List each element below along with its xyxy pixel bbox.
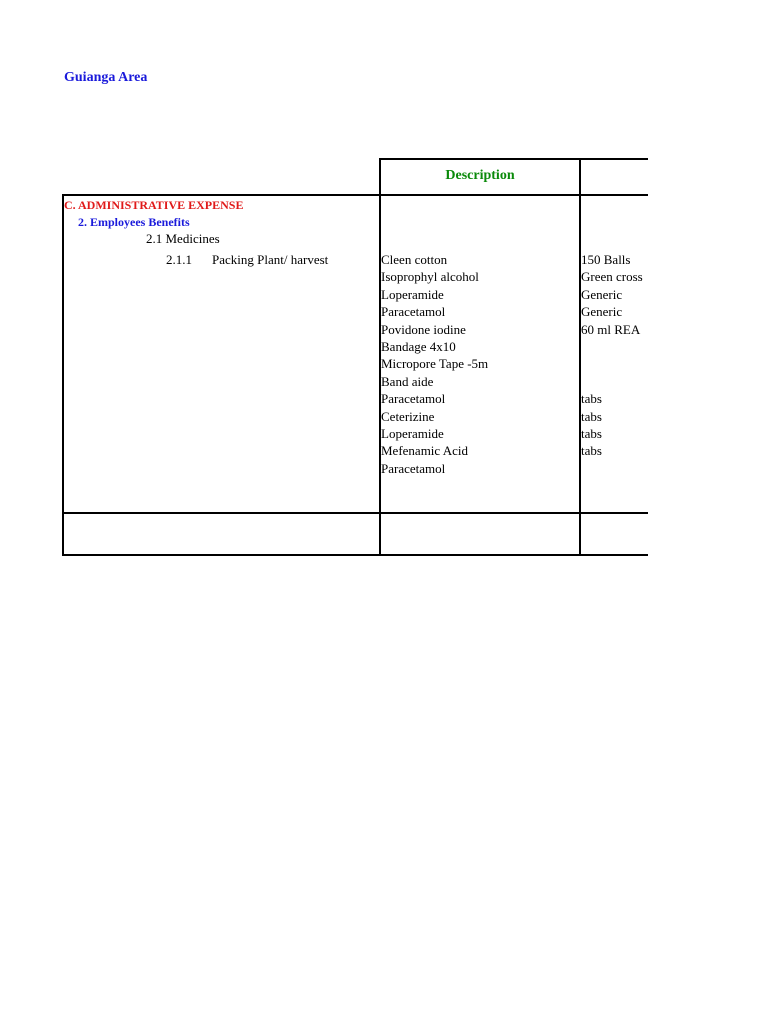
description-cell: Band aide [381,373,434,389]
column-header-description: Description [445,168,515,183]
spec-cell [581,338,648,355]
body-bottom-border [62,512,648,514]
spec-cell: Green cross [581,269,643,285]
section-heading: C. ADMINISTRATIVE EXPENSE [64,198,244,212]
description-cell: Cleen cotton [381,252,448,267]
spec-list [581,251,648,477]
left-border [62,194,64,556]
description-list [381,251,488,477]
header-top-border [379,158,648,160]
description-cell: Micropore Tape -5m [381,356,489,372]
item-label: Packing Plant/ harvest [212,252,329,267]
spec-cell [581,355,648,372]
description-cell: Mefenamic Acid [381,443,468,459]
description-cell: Loperamide [381,286,444,302]
spec-cell [581,460,648,477]
table-bottom-border [62,554,648,556]
spec-cell: Generic [581,304,623,320]
spec-cell: 150 Balls [581,252,631,267]
spec-cell [581,373,648,390]
description-cell: Povidone iodine [381,321,466,337]
spec-cell: 60 ml REA [581,321,641,337]
description-cell: Loperamide [381,425,444,441]
item-number: 2.1.1 [166,252,192,267]
category-heading: 2.1 Medicines [146,231,220,246]
spec-cell: tabs [581,408,602,424]
page-title: Guianga Area [64,70,148,85]
description-cell: Paracetamol [381,460,446,476]
spec-cell: tabs [581,443,602,459]
description-cell: Isoprophyl alcohol [381,269,479,285]
description-cell: Bandage 4x10 [381,338,456,354]
description-cell: Ceterizine [381,408,435,424]
header-bottom-border [62,194,648,196]
subsection-heading: 2. Employees Benefits [78,215,190,229]
description-cell: Paracetamol [381,304,446,320]
spec-cell: Generic [581,286,623,302]
expense-table [62,158,648,556]
description-cell: Paracetamol [381,391,446,407]
spec-cell: tabs [581,391,602,407]
spec-cell: tabs [581,425,602,441]
